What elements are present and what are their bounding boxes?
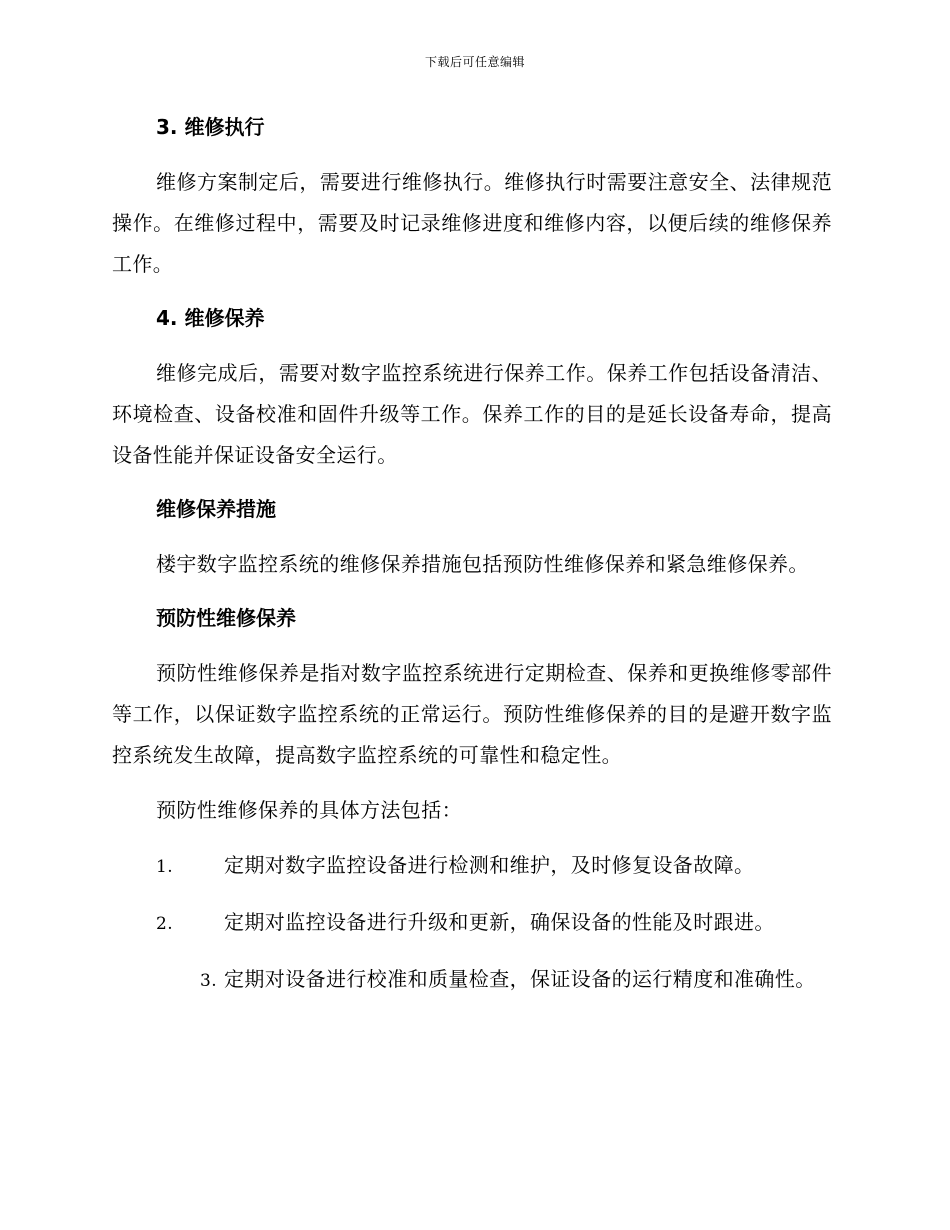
list-item [112, 902, 832, 945]
section-heading-preventive-maintenance: 预防性维修保养 [156, 606, 296, 630]
paragraph-maintenance-execution: 维修方案制定后，需要进行维修执行。维修执行时需要注意安全、法律规范操作。在维修过程中，需要及时记录维修进度和维修内容，以便后续的维修保养工作。 [112, 170, 832, 276]
section-heading-maintenance-execution: 3. 维修执行 [156, 115, 265, 139]
section-heading-maintenance-upkeep: 4. 维修保养 [156, 306, 265, 330]
list-item-number: 2. [156, 914, 174, 934]
list-item-number: 1. [156, 857, 174, 877]
list-item-number: 3. [200, 971, 218, 991]
paragraph-maintenance-measures: 楼宇数字监控系统的维修保养措施包括预防性维修保养和紧急维修保养。 [156, 552, 809, 576]
section-heading-maintenance-measures: 维修保养措施 [156, 497, 276, 521]
list-item [112, 959, 832, 1002]
list-item-text: 定期对监控设备进行升级和更新，确保设备的性能及时跟进。 [224, 910, 775, 934]
paragraph-preventive-definition: 预防性维修保养是指对数字监控系统进行定期检查、保养和更换维修零部件等工作，以保证数字监控系统的正常运行。预防性维修保养的目的是避开数字监控系统发生故障，提高数字监控系统的可靠性和稳定性。 [112, 661, 832, 767]
page-header-note: 下载后可任意编辑 [424, 55, 525, 69]
list-item-text: 定期对数字监控设备进行检测和维护，及时修复设备故障。 [224, 853, 755, 877]
list-item-text: 定期对设备进行校准和质量检查，保证设备的运行精度和准确性。 [224, 967, 816, 991]
paragraph-maintenance-upkeep: 维修完成后，需要对数字监控系统进行保养工作。保养工作包括设备清洁、环境检查、设备校准和固件升级等工作。保养工作的目的是延长设备寿命，提高设备性能并保证设备安全运行。 [112, 361, 832, 467]
list-item [112, 845, 832, 888]
paragraph-preventive-methods-intro: 预防性维修保养的具体方法包括： [156, 798, 462, 822]
document-body [112, 108, 832, 1016]
